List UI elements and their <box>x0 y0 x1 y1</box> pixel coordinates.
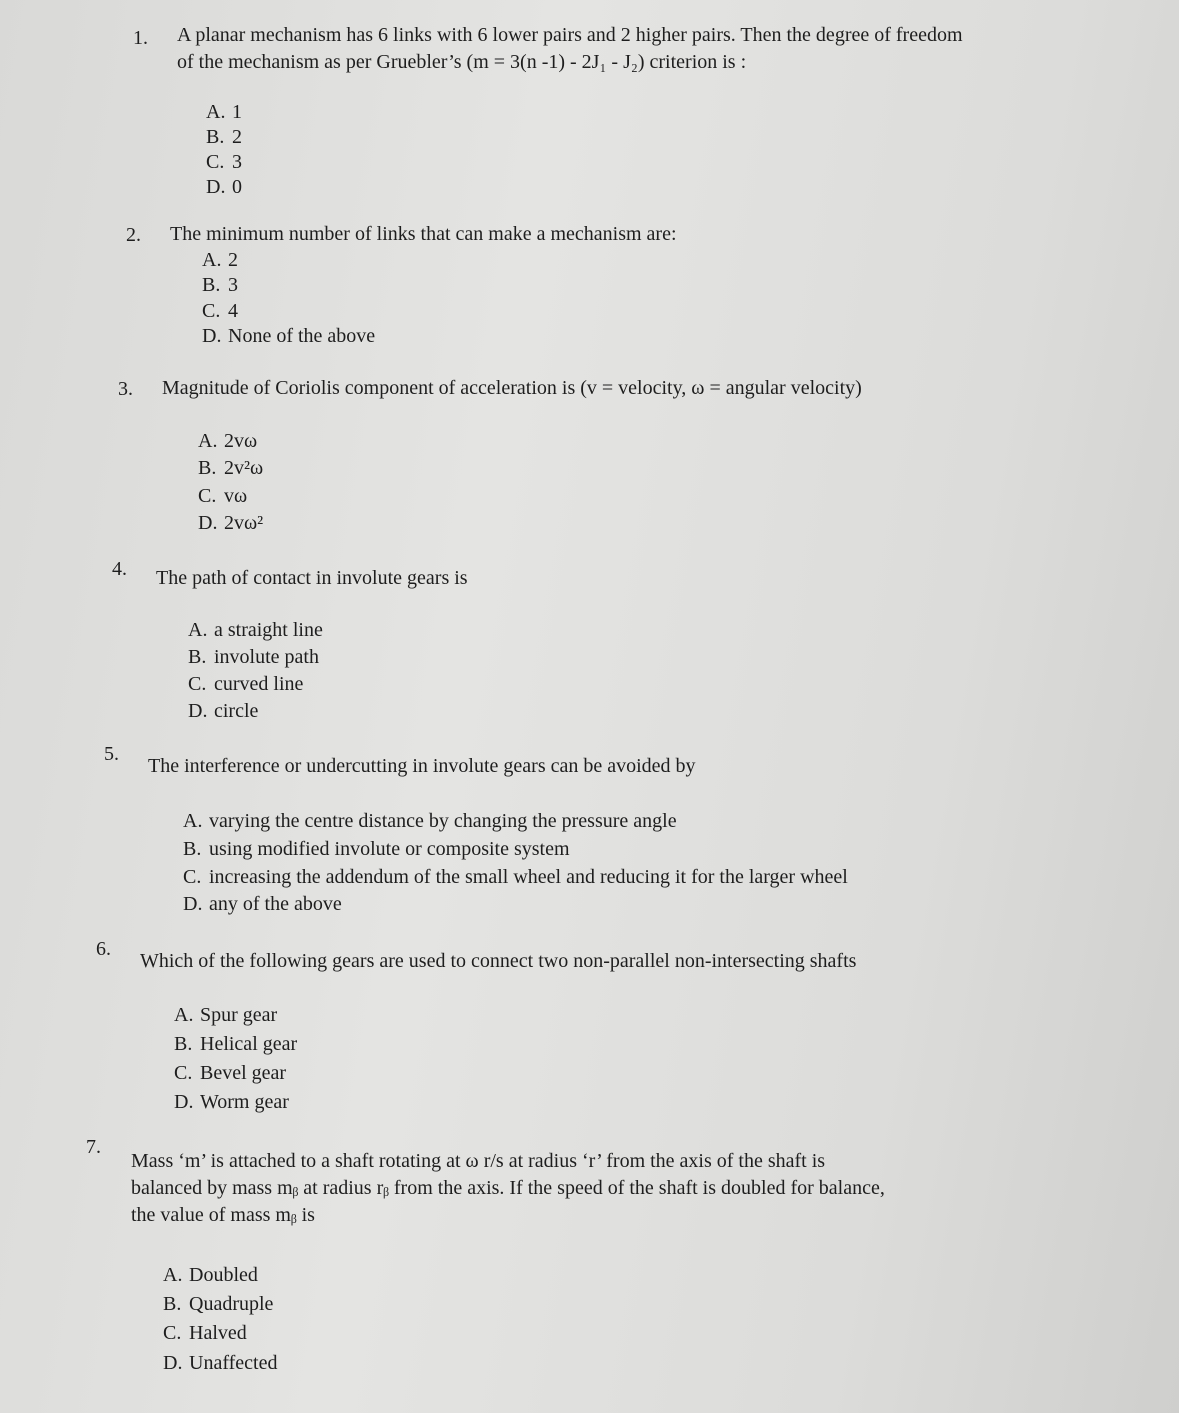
stem-line: Magnitude of Coriolis component of acceleration is (v = velocity, ω = angular velocity) <box>162 377 862 399</box>
option-a: A. a straight line <box>188 619 323 641</box>
option-a: A. varying the centre distance by changing the pressure angle <box>183 810 677 832</box>
question-number: 6. <box>96 938 111 960</box>
option-c: C. Bevel gear <box>174 1062 287 1084</box>
option-b: B. 2 <box>206 126 242 148</box>
option-d: D. None of the above <box>202 325 376 347</box>
option-a: A. 2vω <box>198 430 258 452</box>
stem-line: balanced by mass mᵦ at radius rᵦ from the axis. If the speed of the shaft is doubled for balance, <box>131 1177 885 1199</box>
option-a: A. 1 <box>206 101 242 123</box>
option-a: A. 2 <box>202 249 238 271</box>
option-a: A. Spur gear <box>174 1004 278 1026</box>
option-d: D. circle <box>188 700 259 722</box>
option-d: D. 2vω² <box>198 512 264 534</box>
option-b: B. Helical gear <box>174 1033 298 1055</box>
option-c: C. 3 <box>206 151 242 173</box>
option-b: B. 3 <box>202 274 238 296</box>
question-stem <box>156 565 468 592</box>
question-number: 1. <box>133 27 148 49</box>
stem-line: The minimum number of links that can make a mechanism are: <box>170 223 677 245</box>
option-b: B. 2v²ω <box>198 457 264 479</box>
option-d: D. any of the above <box>183 893 342 915</box>
stem-line: of the mechanism as per Gruebler’s (m = 3(n -1) - 2J₁ - J₂) criterion is : <box>177 51 747 73</box>
option-a: A. Doubled <box>163 1264 258 1286</box>
option-d: D. Worm gear <box>174 1091 289 1113</box>
stem-line: A planar mechanism has 6 links with 6 lower pairs and 2 higher pairs. Then the degree of freedom <box>177 24 963 46</box>
stem-line: Which of the following gears are used to connect two non-parallel non-intersecting shafts <box>140 950 857 972</box>
option-c: C. 4 <box>202 300 238 322</box>
question-stem <box>148 753 696 780</box>
option-c: C. curved line <box>188 673 304 695</box>
question-number: 3. <box>118 378 133 400</box>
question-stem <box>162 375 862 402</box>
option-c: C. Halved <box>163 1322 247 1344</box>
option-d: D. 0 <box>206 176 242 198</box>
stem-line: The interference or undercutting in involute gears can be avoided by <box>148 755 696 777</box>
option-c: C. increasing the addendum of the small wheel and reducing it for the larger wheel <box>183 866 848 888</box>
question-number: 2. <box>126 224 141 246</box>
question-stem <box>170 221 677 248</box>
question-number: 7. <box>86 1136 101 1158</box>
question-stem <box>177 22 963 76</box>
question-stem <box>140 948 856 975</box>
question-stem <box>131 1148 885 1229</box>
option-d: D. Unaffected <box>163 1352 278 1374</box>
stem-line: the value of mass mᵦ is <box>131 1204 315 1226</box>
stem-line: Mass ‘m’ is attached to a shaft rotating at ω r/s at radius ‘r’ from the axis of the shaft is <box>131 1150 826 1172</box>
option-b: B. using modified involute or composite system <box>183 838 570 860</box>
option-c: C. vω <box>198 485 248 507</box>
question-number: 5. <box>104 743 119 765</box>
option-b: B. Quadruple <box>163 1293 274 1315</box>
option-b: B. involute path <box>188 646 319 668</box>
stem-line: The path of contact in involute gears is <box>156 567 468 589</box>
question-number: 4. <box>112 558 127 580</box>
